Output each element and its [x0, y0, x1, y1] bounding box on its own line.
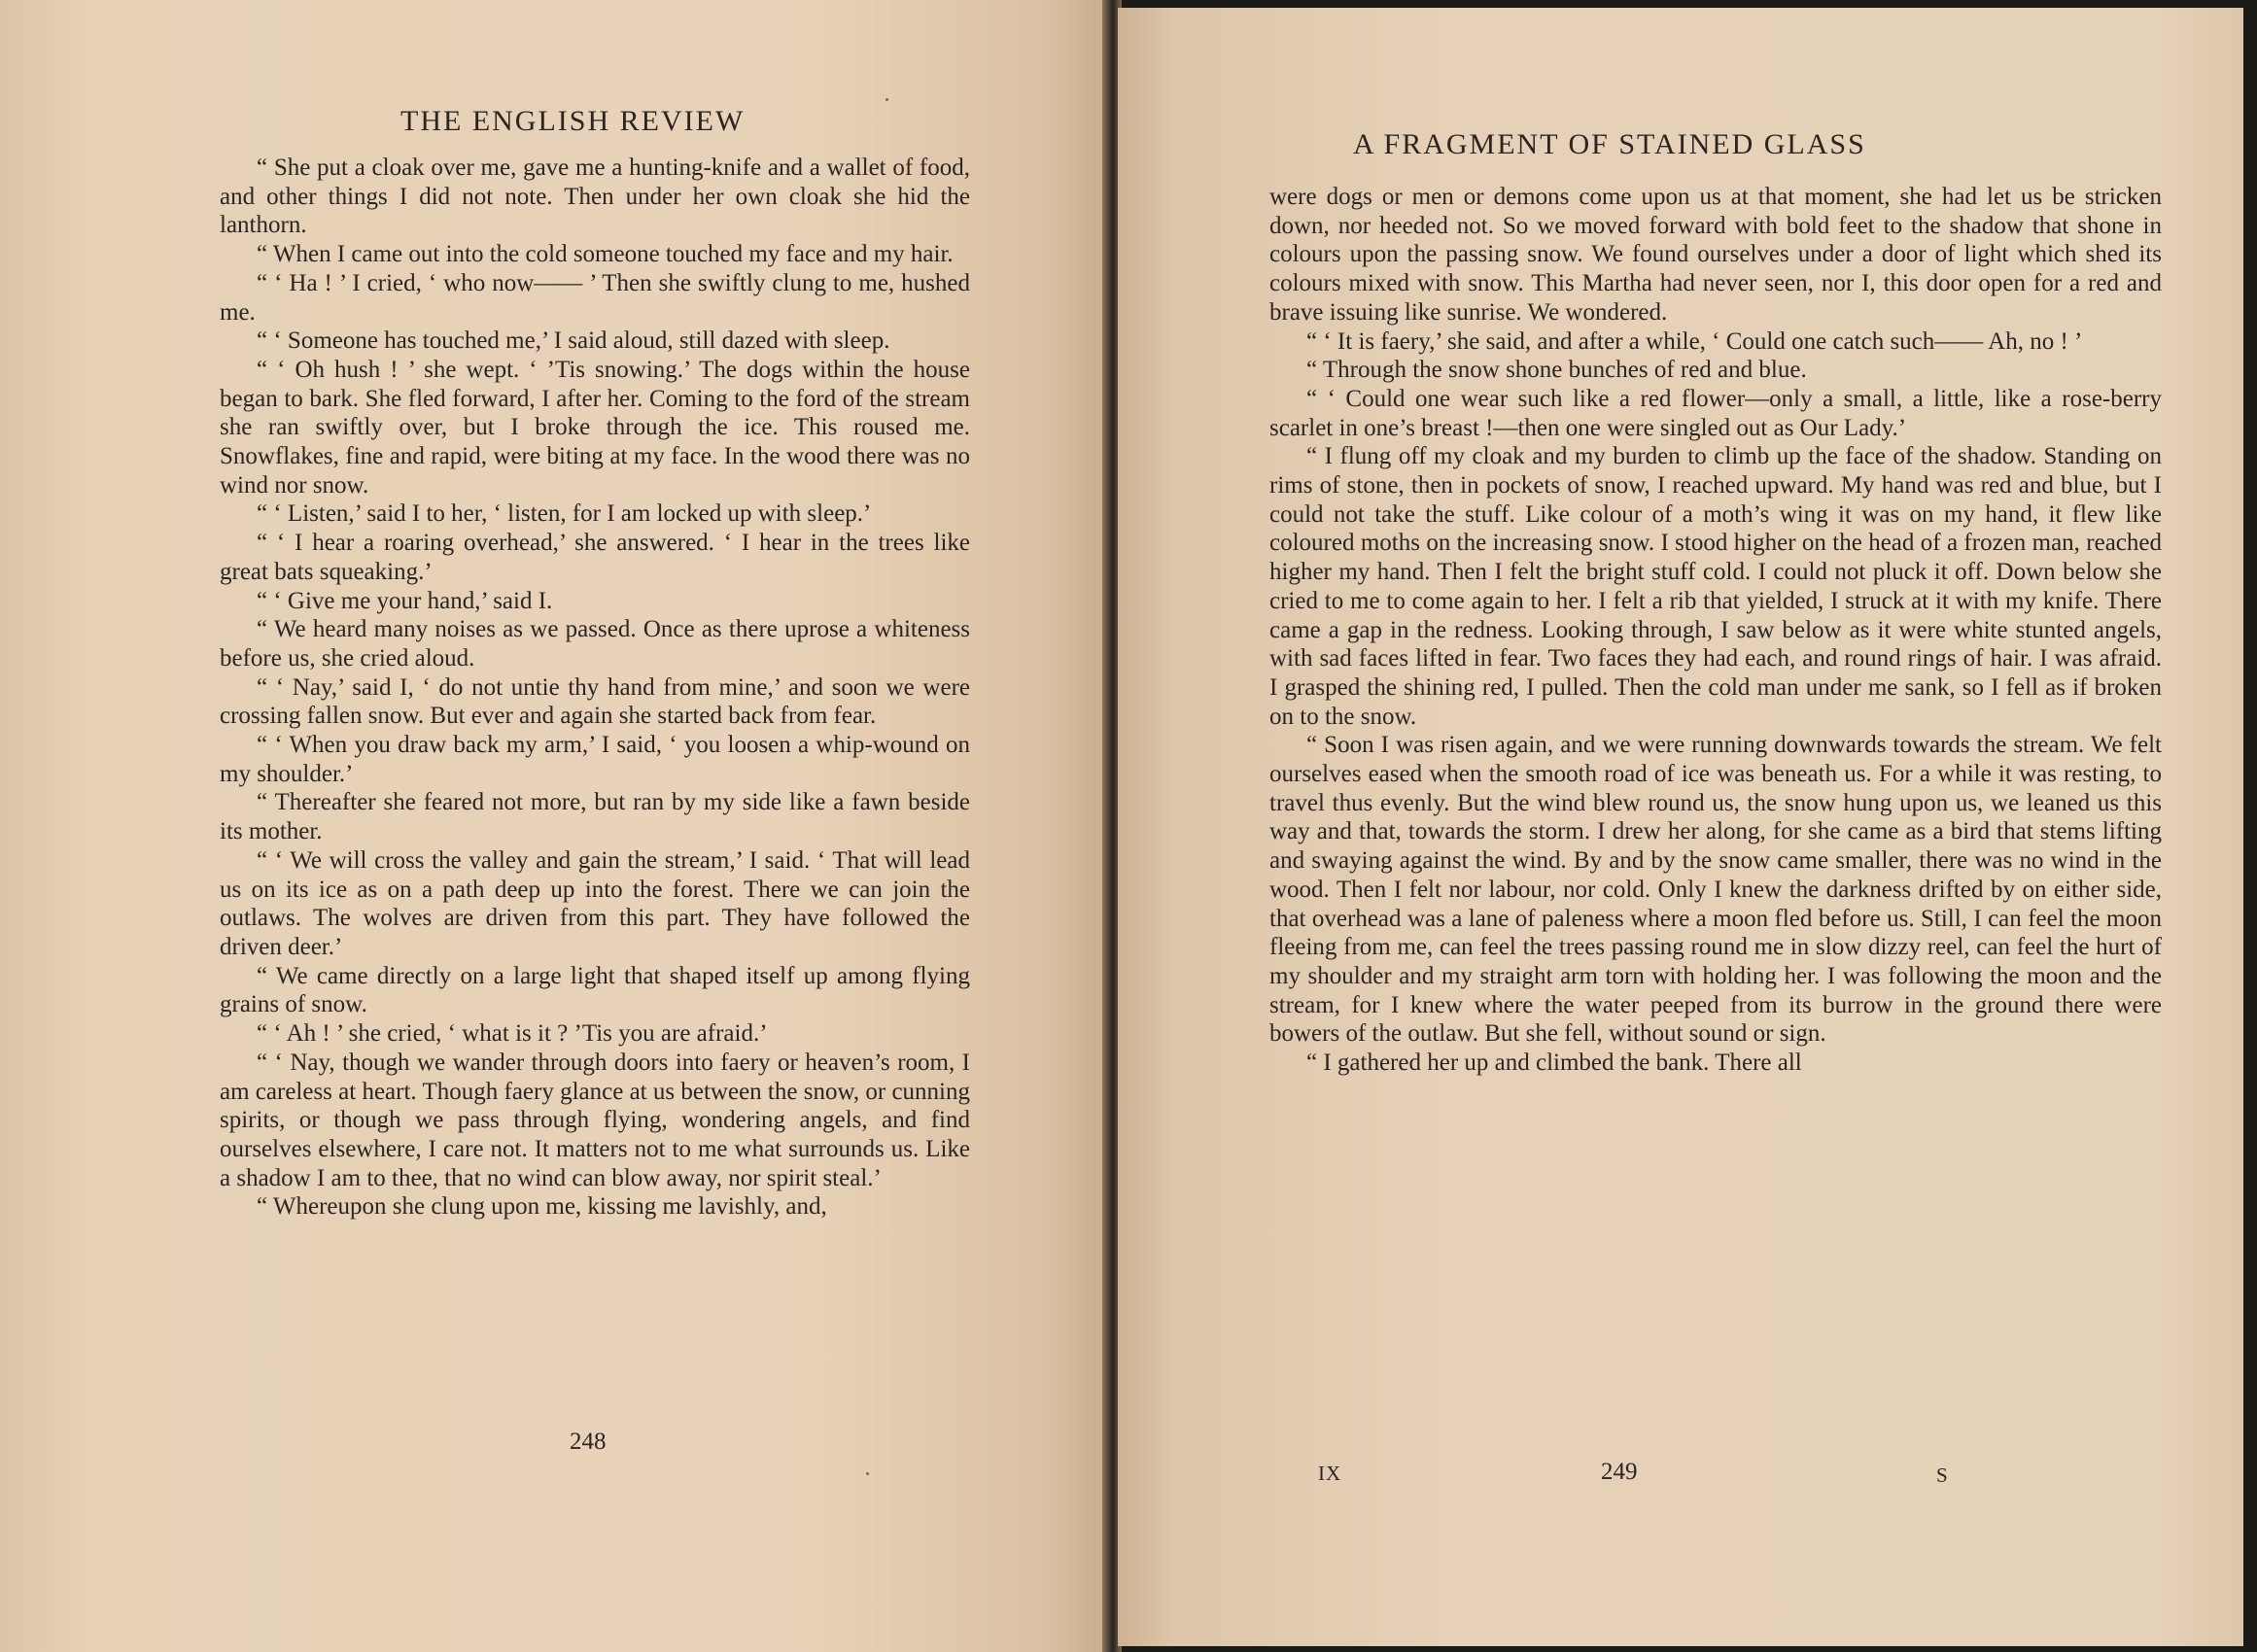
- paragraph: “ I flung off my cloak and my burden to climb up the face of the shadow. Standing on rims of stone, then in pockets of snow, I reached upward. My hand was red and blue, but I could not take the stuff. Like colour of a moth’s wing it was on my hand, it flew like coloured moths on the increasing snow. I stood higher on the head of a frozen man, reached higher my hand. Then I felt the bright stuff cold. I could not pluck it off. Down below she cried to me to come again to her. I felt a rib that yielded, I struck at it with my knife. There came a gap in the redness. Looking through, I saw below as it were white stunted angels, with sad faces lifted in fear. Two faces they had each, and round rings of hair. I was afraid. I grasped the shining red, I pulled. Then the cold man under me sank, so I fell as if broken on to the snow.: [1269, 443, 2162, 730]
- paragraph: “ ‘ I hear a roaring overhead,’ she answered. ‘ I hear in the trees like great bats squeaking.’: [220, 530, 970, 585]
- paragraph: “ ‘ When you draw back my arm,’ I said, ‘ you loosen a whip-wound on my shoulder.’: [220, 732, 970, 787]
- paragraph: “ ‘ Ah ! ’ she cried, ‘ what is it ? ’Tis you are afraid.’: [257, 1020, 768, 1048]
- paragraph: “ ‘ We will cross the valley and gain the stream,’ I said. ‘ That will lead us on its ice as on a path deep up into the forest. There we can join the outlaws. The wolves are driven from this part. They have followed the driven deer.’: [220, 846, 970, 960]
- paper-speck: [885, 98, 888, 101]
- signature-mark: IX: [1318, 1462, 1342, 1485]
- paragraph: “ ‘ Could one wear such like a red flower—only a small, a little, like a rose-berry scarlet in one’s breast !—then one were singled out as Our Lady.’: [1269, 385, 2162, 441]
- gathering-letter: S: [1936, 1463, 1948, 1487]
- paragraph: were dogs or men or demons come upon us at that moment, she had let us be stricken down, nor heeded not. So we moved forward with bold feet to the shadow that shone in colours upon the passing snow. We found ourselves under a door of light which shed its colours mixed with snow. This Martha had never seen, nor I, this door open for a red and brave issuing like sunrise. We wondered.: [1269, 184, 2162, 326]
- paragraph: “ Soon I was risen again, and we were running downwards towards the stream. We felt ourselves eased when the smooth road of ice was beneath us. For a while it was resting, to travel thus evenly. But the wind blew round us, the snow hung upon us, we leaned us this way and that, towards the storm. I drew her along, for she came as a bird that stems lifting and swaying against the wind. By and by the snow came smaller, there was no wind in the wood. Then I felt nor labour, nor cold. Only I knew the darkness drifted by on either side, that overhead was a lane of paleness where a moon fled before us. Still, I can feel the moon fleeing from me, can feel the trees passing round me in slow dizzy reel, can feel the hurt of my shoulder and my straight arm torn with holding her. I was following the moon and the stream, for I knew where the water peeped from its burrow in the ground there were bowers of the outlaw. But she fell, without sound or sign.: [1269, 732, 2162, 1048]
- right-page: [1118, 8, 2243, 1646]
- paragraph: “ I gathered her up and climbed the bank. There all: [1306, 1050, 1802, 1077]
- paragraph: “ ‘ Nay,’ said I, ‘ do not untie thy hand from mine,’ and soon we were crossing fallen snow. But ever and again she started back from fear.: [220, 673, 970, 730]
- paragraph: “ We came directly on a large light that shaped itself up among flying grains of snow.: [220, 962, 970, 1018]
- paragraph: “ She put a cloak over me, gave me a hunting-knife and a wallet of food, and other things I did not note. Then under her own cloak she hid the lanthorn.: [220, 155, 970, 239]
- paragraph: “ Whereupon she clung upon me, kissing me lavishly, and,: [257, 1193, 827, 1221]
- left-page: [0, 0, 1106, 1652]
- paragraph: “ Thereafter she feared not more, but ran by my side like a fawn beside its mother.: [220, 789, 970, 845]
- paragraph: “ ‘ Nay, though we wander through doors into faery or heaven’s room, I am careless at heart. Though faery glance at us between the snow, or cunning spirits, or though we pass through flying, wondering angels, and find ourselves elsewhere, I care not. It matters not to me what surrounds us. Like a shadow I am to thee, that no wind can blow away, nor spirit steal.’: [220, 1049, 970, 1191]
- page-number-right: 249: [1601, 1459, 1638, 1485]
- paragraph: “ ‘ Someone has touched me,’ I said aloud, still dazed with sleep.: [257, 327, 890, 355]
- right-page-body: [1269, 183, 2162, 1078]
- paragraph: “ ‘ Ha ! ’ I cried, ‘ who now—— ’ Then she swiftly clung to me, hushed me.: [220, 269, 970, 326]
- paragraph: “ We heard many noises as we passed. Once as there uprose a whiteness before us, she cried aloud.: [220, 616, 970, 671]
- left-page-body: [220, 154, 970, 1222]
- paper-speck: [866, 1472, 869, 1475]
- paragraph: “ ‘ It is faery,’ she said, and after a while, ‘ Could one catch such—— Ah, no ! ’: [1306, 327, 2083, 355]
- running-head-left: THE ENGLISH REVIEW: [400, 105, 746, 137]
- page-number-left: 248: [570, 1428, 607, 1455]
- paragraph: “ ‘ Listen,’ said I to her, ‘ listen, for I am locked up with sleep.’: [257, 500, 872, 528]
- running-head-right: A FRAGMENT OF STAINED GLASS: [1353, 128, 1866, 160]
- paragraph: “ When I came out into the cold someone touched my face and my hair.: [257, 241, 954, 268]
- paragraph: “ ‘ Give me your hand,’ said I.: [257, 587, 553, 614]
- paragraph: “ Through the snow shone bunches of red and blue.: [1306, 357, 1807, 384]
- paragraph: “ ‘ Oh hush ! ’ she wept. ‘ ’Tis snowing.’ The dogs within the house began to bark. She fled forward, I after her. Coming to the ford of the stream she ran swiftly over, but I broke through the ice. This roused me. Snowflakes, fine and rapid, were biting at my face. In the wood there was no wind nor snow.: [220, 356, 970, 499]
